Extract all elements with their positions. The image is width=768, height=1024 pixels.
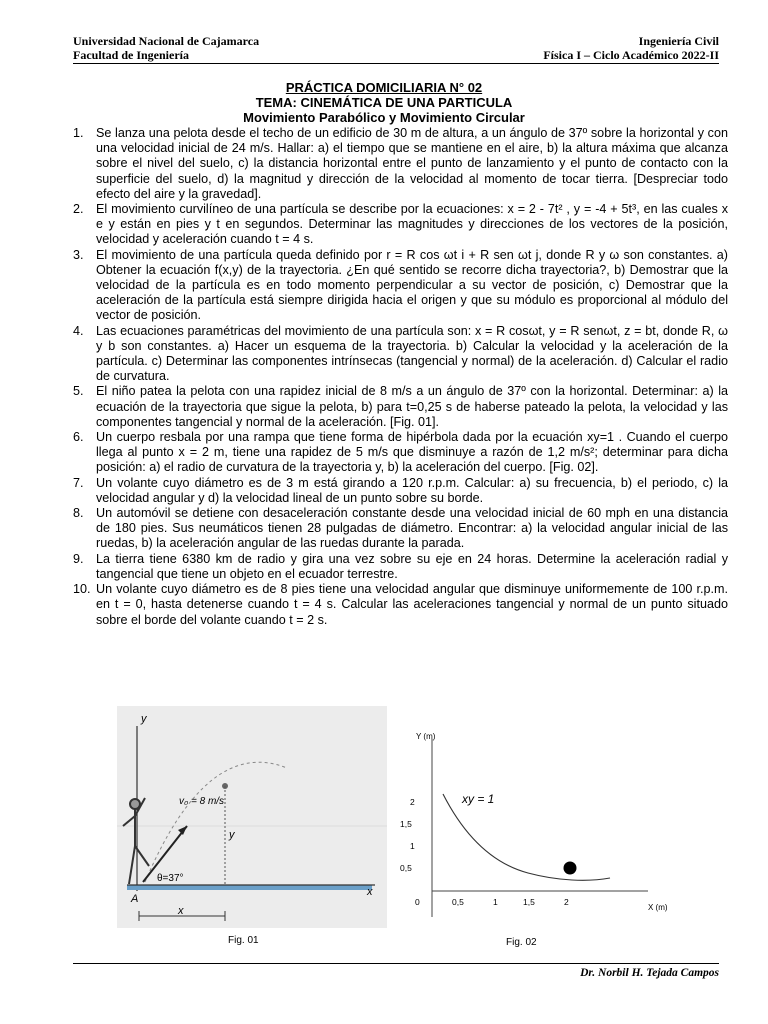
problem-text: Un automóvil se detiene con desaceleración constante desde una velocidad inicial de 60 mph en una distancia de 180 pies. Sus neumáticos tienen 28 pulgadas de diámetro. Encontrar: a) la velocidad angular inicial de las ruedas, b) la aceleración angular de las ruedas durante la parada. bbox=[96, 506, 728, 551]
problem-item bbox=[73, 202, 728, 248]
problem-text: Un cuerpo resbala por una rampa que tiene forma de hipérbola dada por la ecuación xy=1 . Cuando el cuerpo llega al punto x = 2 m, tiene una rapidez de 5 m/s que disminuye a razón de 1,2 m/s²; determinar para dicha posición: a) el radio de curvatura de la trayectoria y, b) la aceleración del cuerpo. [Fig. 02]. bbox=[96, 430, 728, 475]
ground bbox=[127, 885, 372, 890]
y-tick: 0,5 bbox=[400, 863, 412, 873]
problem-text: Las ecuaciones paramétricas del movimiento de una partícula son: x = R cosωt, y = R senωt, z = bt, donde R, ω y b son constantes. a) Hacer un esquema de la trayectoria. b) Calcular la velocidad y la aceleración de la partícula. c) Determinar las componentes intrínsecas (tangencial y normal) de la aceleración. d) Calcular el radio de curvatura. bbox=[96, 323, 728, 384]
problem-item bbox=[73, 324, 728, 385]
x-tick: 0,5 bbox=[452, 897, 464, 907]
figure-02 bbox=[398, 725, 688, 925]
x-tick: 1,5 bbox=[523, 897, 535, 907]
problem-number: 2. bbox=[73, 202, 84, 217]
author-footer: Dr. Norbil H. Tejada Campos bbox=[580, 967, 719, 979]
problem-text: La tierra tiene 6380 km de radio y gira una vez sobre su eje en 24 horas. Determine la aceleración radial y tangencial que tiene un objeto en el ecuador terrestre. bbox=[96, 551, 728, 581]
faculty-name: Facultad de Ingeniería bbox=[73, 48, 189, 62]
problem-item bbox=[73, 126, 728, 202]
speed-label: v₀ = 8 m/s bbox=[179, 796, 225, 807]
height-label: y bbox=[229, 829, 235, 841]
y-axis-label: Y (m) bbox=[416, 732, 436, 741]
subtopic-title: Movimiento Parabólico y Movimiento Circular bbox=[243, 110, 525, 125]
distance-label: x bbox=[178, 905, 184, 917]
problem-item bbox=[73, 476, 728, 506]
problem-text: El niño patea la pelota con una rapidez inicial de 8 m/s a un ángulo de 37º con la horizontal. Determinar: a) la ecuación de la trayectoria que sigue la pelota, b) para t=0,25 s de haberse pateado la pelota, la velocidad y las componentes tangencial y normal de la aceleración. [Fig. 01]. bbox=[96, 384, 728, 429]
y-tick: 1,5 bbox=[400, 819, 412, 829]
x-tick: 0 bbox=[415, 897, 420, 907]
problem-number: 10. bbox=[73, 582, 91, 597]
problem-text: Un volante cuyo diámetro es de 3 m está girando a 120 r.p.m. Calcular: a) su frecuencia, b) el periodo, c) la velocidad angular y d) la velocidad lineal de un punto sobre su borde. bbox=[96, 475, 728, 505]
x-tick: 1 bbox=[493, 897, 498, 907]
figure-01-caption: Fig. 01 bbox=[228, 935, 259, 946]
figure-02-caption: Fig. 02 bbox=[506, 937, 537, 948]
problem-item bbox=[73, 384, 728, 430]
x-axis-label: X (m) bbox=[648, 903, 668, 912]
problem-item bbox=[73, 506, 728, 552]
figures-area bbox=[0, 700, 768, 960]
topic-title: TEMA: CINEMÁTICA DE UNA PARTICULA bbox=[255, 95, 513, 110]
problem-number: 9. bbox=[73, 551, 84, 566]
problem-number: 3. bbox=[73, 247, 84, 262]
document-titles bbox=[0, 80, 768, 125]
problem-text: Se lanza una pelota desde el techo de un edificio de 30 m de altura, a un ángulo de 37º sobre la horizontal y con una velocidad inicial de 24 m/s. Hallar: a) el tiempo que se mantiene en el aire, b) la altura máxima que alcanza sobre el nivel del suelo, c) la distancia horizontal entre el punto de lanzamiento y el punto de contacto con la superficie del suelo, d) la magnitud y dirección de la velocidad al momento de tocar tierra. [Despreciar todo efecto del aire y la gravedad]. bbox=[96, 126, 728, 201]
problem-number: 5. bbox=[73, 384, 84, 399]
figure-02-drawing bbox=[398, 725, 688, 925]
origin-label: A bbox=[131, 893, 139, 905]
body-point bbox=[564, 862, 577, 875]
problem-list bbox=[73, 126, 728, 628]
problem-text: El movimiento de una partícula queda definido por r = R cos ωt i + R sen ωt j, donde R y ω son constantes. a) Obtener la ecuación f(x,y) de la trayectoria. ¿En qué sentido se recorre dicha trayectoria?, b) Demostrar que la velocidad de la partícula es en todo momento perpendicular a su vector de posición, c) Demostrar que la aceleración de la partícula está siempre dirigida hacia el origen y que su módulo es proporcional al módulo del vector de posición. bbox=[96, 247, 728, 323]
axis-y-label: y bbox=[141, 713, 147, 725]
problem-number: 8. bbox=[73, 506, 84, 521]
curve-label: xy = 1 bbox=[462, 792, 495, 806]
kicking-child bbox=[123, 798, 149, 884]
y-tick: 2 bbox=[410, 797, 415, 807]
problem-item bbox=[73, 248, 728, 324]
problem-text: Un volante cuyo diámetro es de 8 pies tiene una velocidad angular que disminuye uniformemente de 100 r.p.m. en t = 0, hasta detenerse cuando t = 4 s. Calcular las aceleraciones tangencial y normal de un punto situado sobre el borde del volante cuando t = 2 s. bbox=[96, 582, 728, 627]
trajectory bbox=[145, 762, 287, 882]
x-tick: 2 bbox=[564, 897, 569, 907]
problem-item bbox=[73, 582, 728, 628]
problem-item bbox=[73, 552, 728, 582]
hyperbola-curve bbox=[443, 794, 610, 880]
problem-text: El movimiento curvilíneo de una partícula se describe por la ecuaciones: x = 2 - 7t² , y = -4 + 5t³, en las cuales x e y están en pies y t en segundos. Determinar las magnitudes y direcciones de los vectores de la posición, velocidad y aceleración cuando t = 4 s. bbox=[96, 202, 728, 247]
problem-number: 6. bbox=[73, 430, 84, 445]
footer-divider bbox=[73, 963, 719, 964]
program-name: Ingeniería Civil bbox=[638, 34, 719, 48]
practice-title: PRÁCTICA DOMICILIARIA N° 02 bbox=[285, 80, 483, 95]
angle-label: θ=37° bbox=[157, 873, 184, 884]
figure-01-drawing bbox=[117, 706, 387, 928]
course-cycle: Física I – Ciclo Académico 2022-II bbox=[543, 48, 719, 62]
problem-number: 7. bbox=[73, 475, 84, 490]
problem-number: 4. bbox=[73, 323, 84, 338]
axis-x-label: x bbox=[367, 886, 373, 898]
university-name: Universidad Nacional de Cajamarca bbox=[73, 34, 260, 48]
problem-number: 1. bbox=[73, 126, 84, 140]
problem-item bbox=[73, 430, 728, 476]
arrowhead-icon bbox=[178, 826, 187, 835]
header-divider bbox=[73, 63, 719, 64]
y-tick: 1 bbox=[410, 841, 415, 851]
figure-01 bbox=[117, 706, 387, 928]
